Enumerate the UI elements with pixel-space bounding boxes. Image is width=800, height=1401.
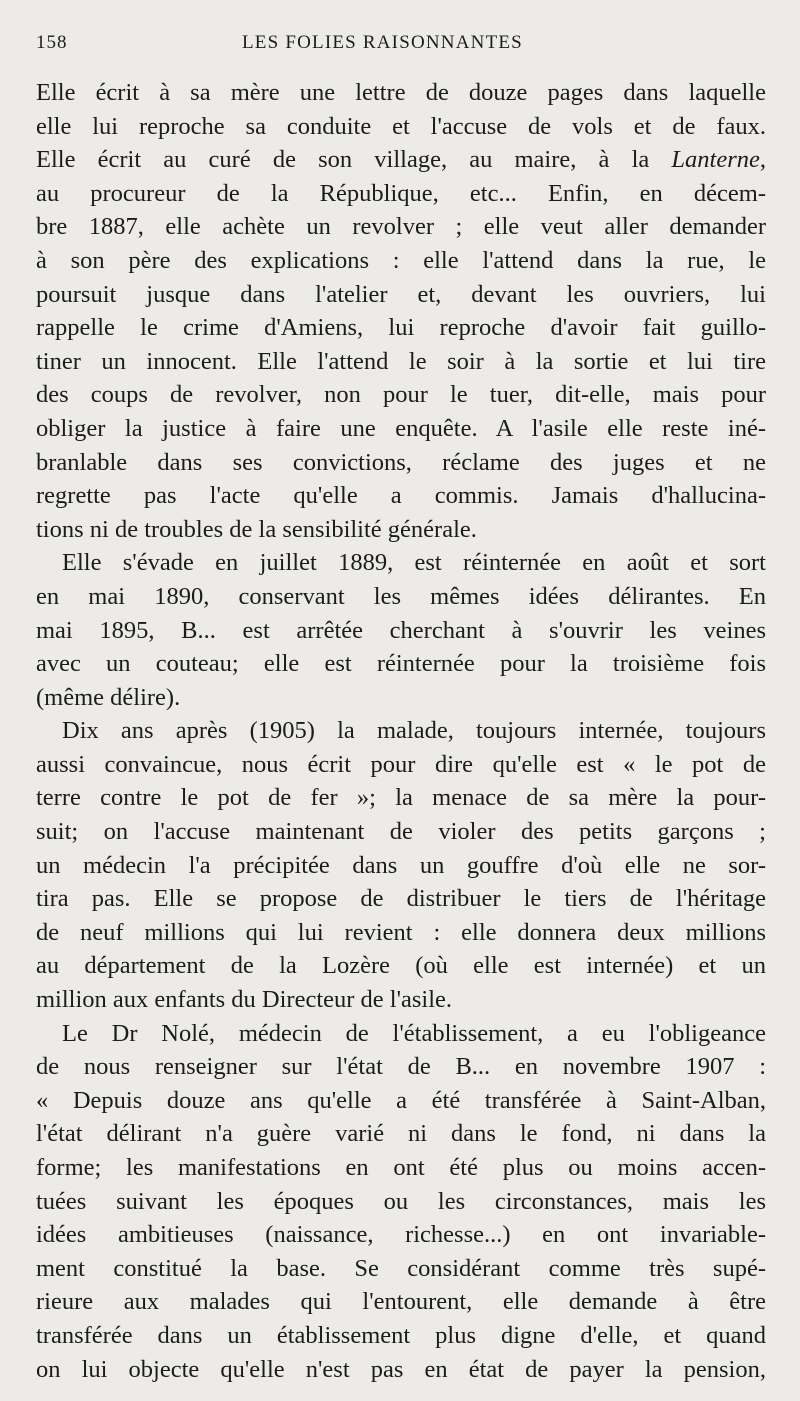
text-line: des coups de revolver, non pour le tuer, dit-elle, mais pour [36,381,766,409]
text-line: tions ni de troubles de la sensibilité générale. [36,515,477,543]
text-line: un médecin l'a précipitée dans un gouffre d'où elle ne sor- [36,851,766,879]
text-line: avec un couteau; elle est réinternée pour la troisième fois [36,650,766,678]
text-line: rieure aux malades qui l'entourent, elle demande à être [36,1288,766,1316]
text-segment: Elle écrit au curé de son village, au maire, à la [36,146,672,174]
running-title: LES FOLIES RAISONNANTES [242,32,523,53]
text-line: Le Dr Nolé, médecin de l'établissement, a eu l'obligeance [62,1019,766,1047]
text-line: aussi convaincue, nous écrit pour dire qu'elle est « le pot de [36,750,766,778]
text-line: tiner un innocent. Elle l'attend le soir à la sortie et lui tire [36,347,766,375]
text-line: idées ambitieuses (naissance, richesse...) en ont invariable- [36,1221,766,1249]
text-line: obliger la justice à faire une enquête. A l'asile elle reste iné- [36,414,766,442]
italic-title: Lanterne [671,146,760,174]
text-line: forme; les manifestations en ont été plus ou moins accen- [36,1154,766,1181]
page-header [36,32,770,62]
text-line: de nous renseigner sur l'état de B... en novembre 1907 : [36,1053,766,1081]
text-line: million aux enfants du Directeur de l'asile. [36,986,453,1014]
text-line [36,143,766,177]
text-line: suit; on l'accuse maintenant de violer des petits garçons ; [36,818,766,846]
text-line: poursuit jusque dans l'atelier et, devant les ouvriers, lui [36,280,766,308]
body-text [36,76,766,1386]
text-line: Elle s'évade en juillet 1889, est réinternée en août et sort [62,549,766,577]
text-line: l'état délirant n'a guère varié ni dans le fond, ni dans la [36,1120,766,1148]
text-line: Dix ans après (1905) la malade, toujours internée, toujours [62,717,766,745]
text-line: ment constitué la base. Se considérant comme très supé- [36,1254,766,1282]
text-line: tira pas. Elle se propose de distribuer le tiers de l'héritage [36,885,766,913]
text-line: elle lui reproche sa conduite et l'accuse de vols et de faux. [36,112,766,140]
text-line: en mai 1890, conservant les mêmes idées délirantes. En [36,582,766,610]
text-line: Elle écrit à sa mère une lettre de douze pages dans laquelle [36,79,766,106]
text-line: mai 1895, B... est arrêtée cherchant à s'ouvrir les veines [36,616,766,644]
text-segment: , [759,146,766,174]
text-line: branlable dans ses convictions, réclame des juges et ne [36,448,766,476]
text-line: tuées suivant les époques ou les circonstances, mais les [36,1187,766,1215]
text-line: transférée dans un établissement plus digne d'elle, et quand [36,1321,766,1349]
text-line: regrette pas l'acte qu'elle a commis. Jamais d'hallucina- [36,482,766,510]
page-number: 158 [36,32,68,53]
text-line: au département de la Lozère (où elle est internée) et un [36,952,766,980]
text-line: de neuf millions qui lui revient : elle donnera deux millions [36,918,766,946]
text-line: « Depuis douze ans qu'elle a été transférée à Saint-Alban, [36,1086,766,1114]
text-line: (même délire). [36,683,181,711]
text-line: terre contre le pot de fer »; la menace de sa mère la pour- [36,784,766,812]
text-line: on lui objecte qu'elle n'est pas en état de payer la pension, [36,1355,766,1383]
text-line: au procureur de la République, etc... Enfin, en décem- [36,179,766,207]
text-line: à son père des explications : elle l'attend dans la rue, le [36,246,766,274]
text-line: rappelle le crime d'Amiens, lui reproche d'avoir fait guillo- [36,314,766,342]
text-line: bre 1887, elle achète un revolver ; elle veut aller demander [36,213,766,241]
